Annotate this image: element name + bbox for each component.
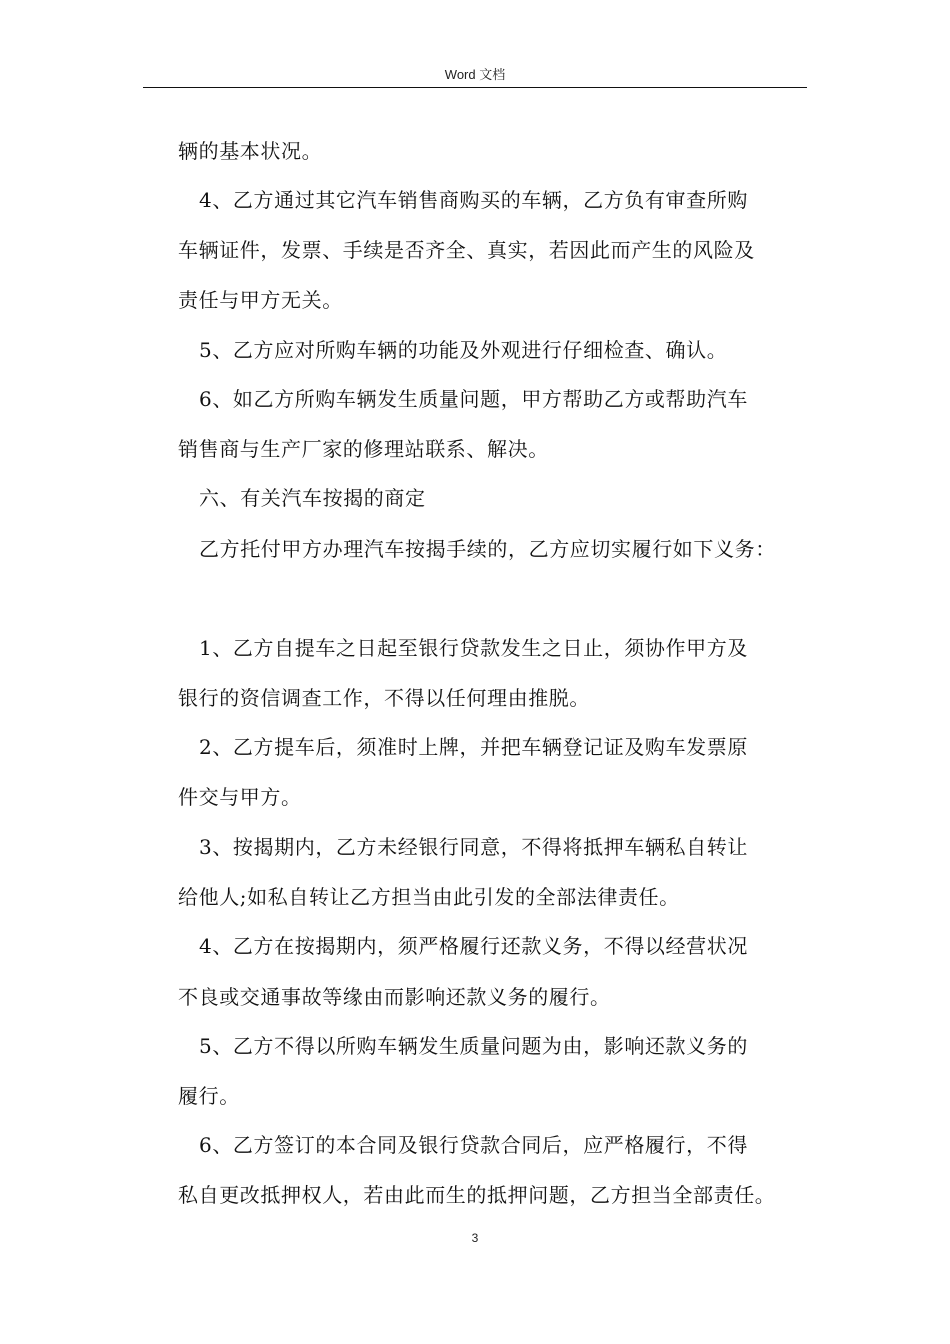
text-line: 责任与甲方无关。 xyxy=(178,288,343,312)
text-line: 给他人;如私自转让乙方担当由此引发的全部法律责任。 xyxy=(178,885,680,909)
text-line: 件交与甲方。 xyxy=(178,785,302,809)
text-line: 乙方托付甲方办理汽车按揭手续的，乙方应切实履行如下义务： xyxy=(199,537,776,561)
text-line: 6、如乙方所购车辆发生质量问题，甲方帮助乙方或帮助汽车 xyxy=(199,387,748,411)
text-line: 6、乙方签订的本合同及银行贷款合同后，应严格履行，不得 xyxy=(199,1133,748,1157)
text-line: 履行。 xyxy=(178,1084,240,1108)
text-line: 1、乙方自提车之日起至银行贷款发生之日止，须协作甲方及 xyxy=(199,636,748,660)
page-header-title: Word 文档 xyxy=(444,67,506,82)
text-line: 3、按揭期内，乙方未经银行同意，不得将抵押车辆私自转让 xyxy=(199,835,748,859)
section-heading: 六、有关汽车按揭的商定 xyxy=(199,486,426,510)
text-line: 5、乙方应对所购车辆的功能及外观进行仔细检查、确认。 xyxy=(199,338,728,362)
text-line: 5、乙方不得以所购车辆发生质量问题为由，影响还款义务的 xyxy=(199,1034,748,1058)
page-number: 3 xyxy=(471,1231,479,1245)
text-line: 车辆证件，发票、手续是否齐全、真实，若因此而产生的风险及 xyxy=(178,238,755,262)
text-line: 银行的资信调查工作，不得以任何理由推脱。 xyxy=(178,686,590,710)
text-line: 辆的基本状况。 xyxy=(178,139,323,163)
text-line: 2、乙方提车后，须准时上牌，并把车辆登记证及购车发票原 xyxy=(199,735,748,759)
header-divider xyxy=(143,87,807,88)
text-line: 不良或交通事故等缘由而影响还款义务的履行。 xyxy=(178,985,611,1009)
text-line: 私自更改抵押权人，若由此而生的抵押问题，乙方担当全部责任。 xyxy=(178,1183,776,1207)
text-line: 销售商与生产厂家的修理站联系、解决。 xyxy=(178,437,549,461)
text-line: 4、乙方通过其它汽车销售商购买的车辆，乙方负有审查所购 xyxy=(199,188,748,212)
text-line: 4、乙方在按揭期内，须严格履行还款义务，不得以经营状况 xyxy=(199,934,748,958)
